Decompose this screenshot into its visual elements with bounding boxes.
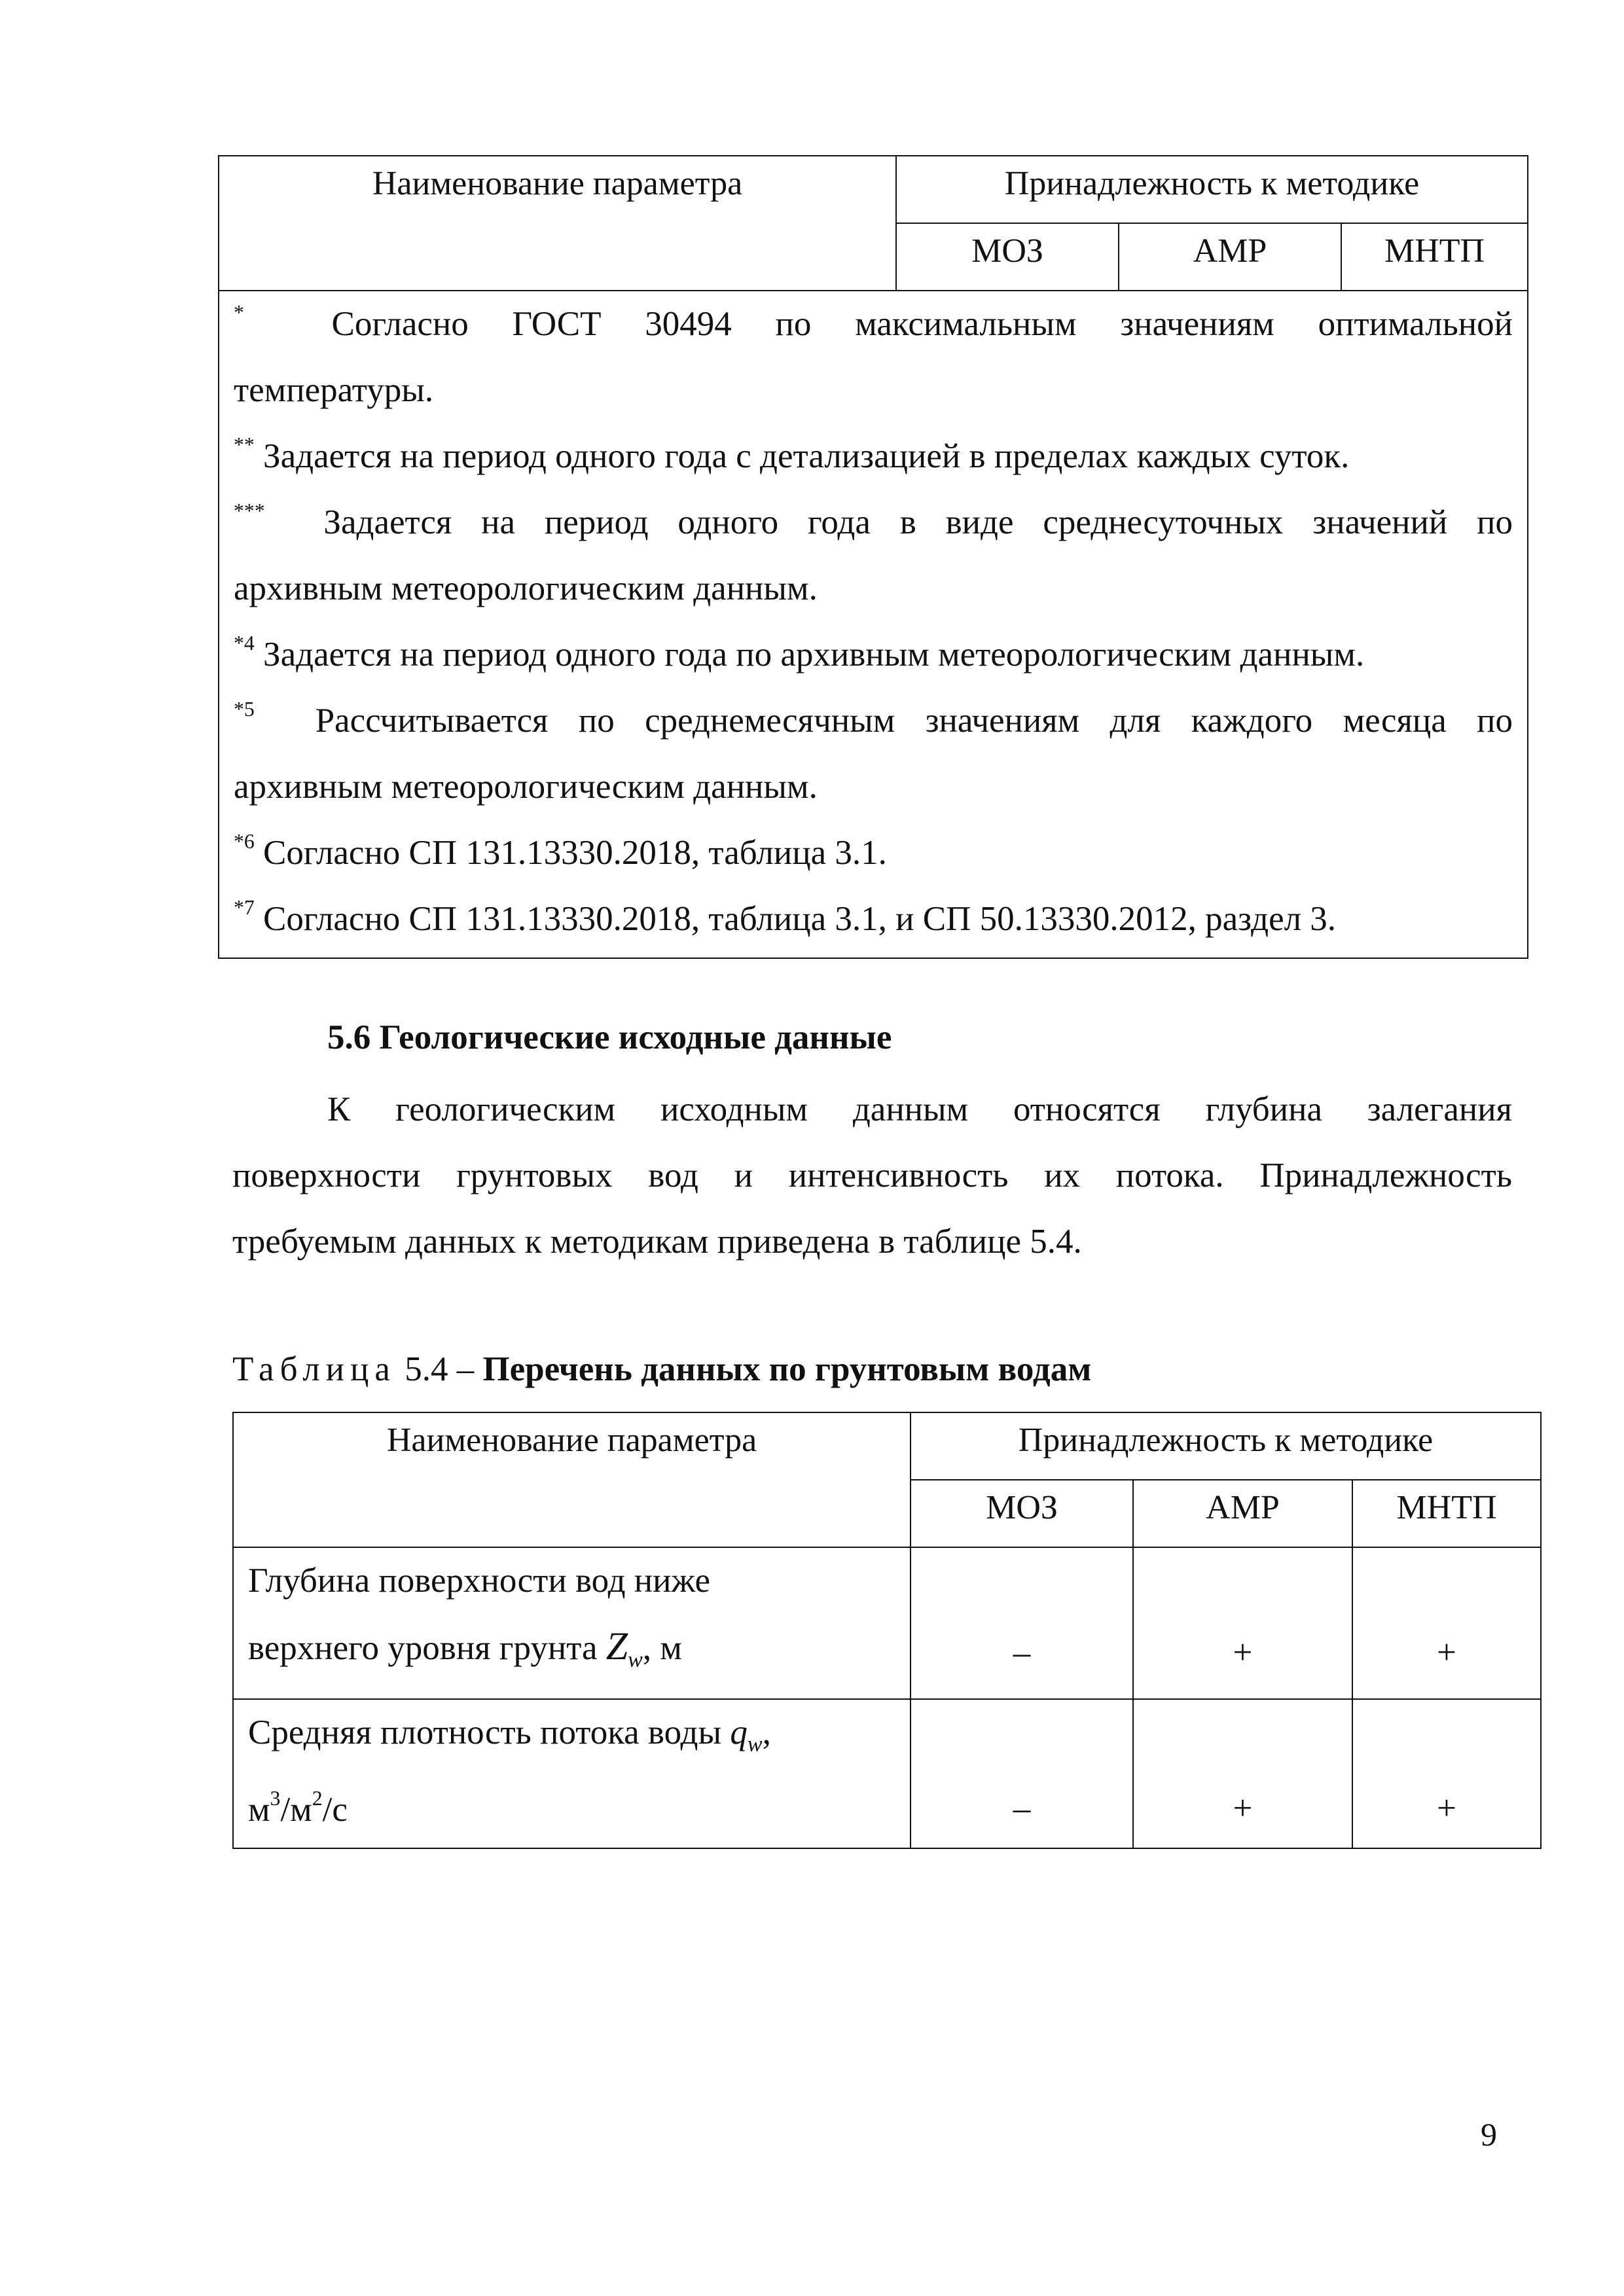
row2-amr: + [1133, 1699, 1352, 1849]
section-paragraph: К геологическим исходным данным относятся глубина залегания поверхности грунтовых вод и интенсивность их потока. Принадлежность требуемым данных к методикам приведена в таблице 5.4. [232, 1090, 1512, 1261]
row1-param: Глубина поверхности вод ниже верхнего уровня грунта $Z_w$, м [233, 1547, 911, 1699]
page-number: 9 [1481, 2116, 1497, 2153]
t54-header-mntp: МНТП [1352, 1480, 1541, 1547]
footnote-5b: архивным метеорологическим данным. [234, 768, 818, 806]
header-method-group: Принадлежность к методике [896, 156, 1528, 223]
footnote-3b: архивным метеорологическим данным. [234, 569, 818, 607]
footnote-7: $^{*7}$ Согласно СП 131.13330.2018, таблица 3.1, и СП 50.13330.2012, раздел 3. [234, 896, 1337, 938]
caption-prefix: Таблица [232, 1350, 396, 1388]
table-row [233, 1547, 1541, 1699]
t54-header-amr: АМР [1133, 1480, 1352, 1547]
row2-mntp: + [1352, 1699, 1541, 1849]
footnote-4: $^{*4}$ Задается на период одного года по архивным метеорологическим данным. [234, 632, 1365, 673]
row1-amr: + [1133, 1547, 1352, 1699]
t54-header-method-group: Принадлежность к методике [911, 1412, 1541, 1480]
table-row [233, 1699, 1541, 1849]
table-5-4 [232, 1412, 1542, 1849]
footnote-5a: $^{*5}$ Рассчитывается по среднемесячным значениям для каждого месяца по [234, 698, 1513, 740]
table-continuation [218, 155, 1528, 959]
section-heading: 5.6 Геологические исходные данные [327, 1018, 892, 1056]
table-caption [232, 1350, 1091, 1389]
row1-mntp: + [1352, 1547, 1541, 1699]
caption-title: Перечень данных по грунтовым водам [482, 1350, 1092, 1388]
header-param: Наименование параметра [219, 156, 896, 291]
header-method-amr: АМР [1119, 223, 1341, 291]
row1-moz: – [911, 1547, 1133, 1699]
row2-param: Средняя плотность потока воды $q_w$, $м^3/м^2/с$ [233, 1699, 911, 1849]
footnote-1a: * Согласно ГОСТ 30494 по максимальным значениям оптимальной [234, 301, 1513, 343]
header-method-moz: МОЗ [896, 223, 1119, 291]
t54-header-moz: МОЗ [911, 1480, 1133, 1547]
row2-moz: – [911, 1699, 1133, 1849]
footnote-3a: *** Задается на период одного года в виде среднесуточных значений по [234, 499, 1513, 541]
header-method-mntp: МНТП [1341, 223, 1528, 291]
caption-number: 5.4 – [405, 1350, 475, 1388]
t54-header-param: Наименование параметра [233, 1412, 911, 1547]
footnote-1b: температуры. [234, 371, 434, 409]
footnote-2: ** Задается на период одного года с детализацией в пределах каждых суток. [234, 433, 1350, 475]
footnote-6: $^{*6}$ Согласно СП 131.13330.2018, таблица 3.1. [234, 830, 887, 872]
footnotes-cell [219, 291, 1528, 958]
